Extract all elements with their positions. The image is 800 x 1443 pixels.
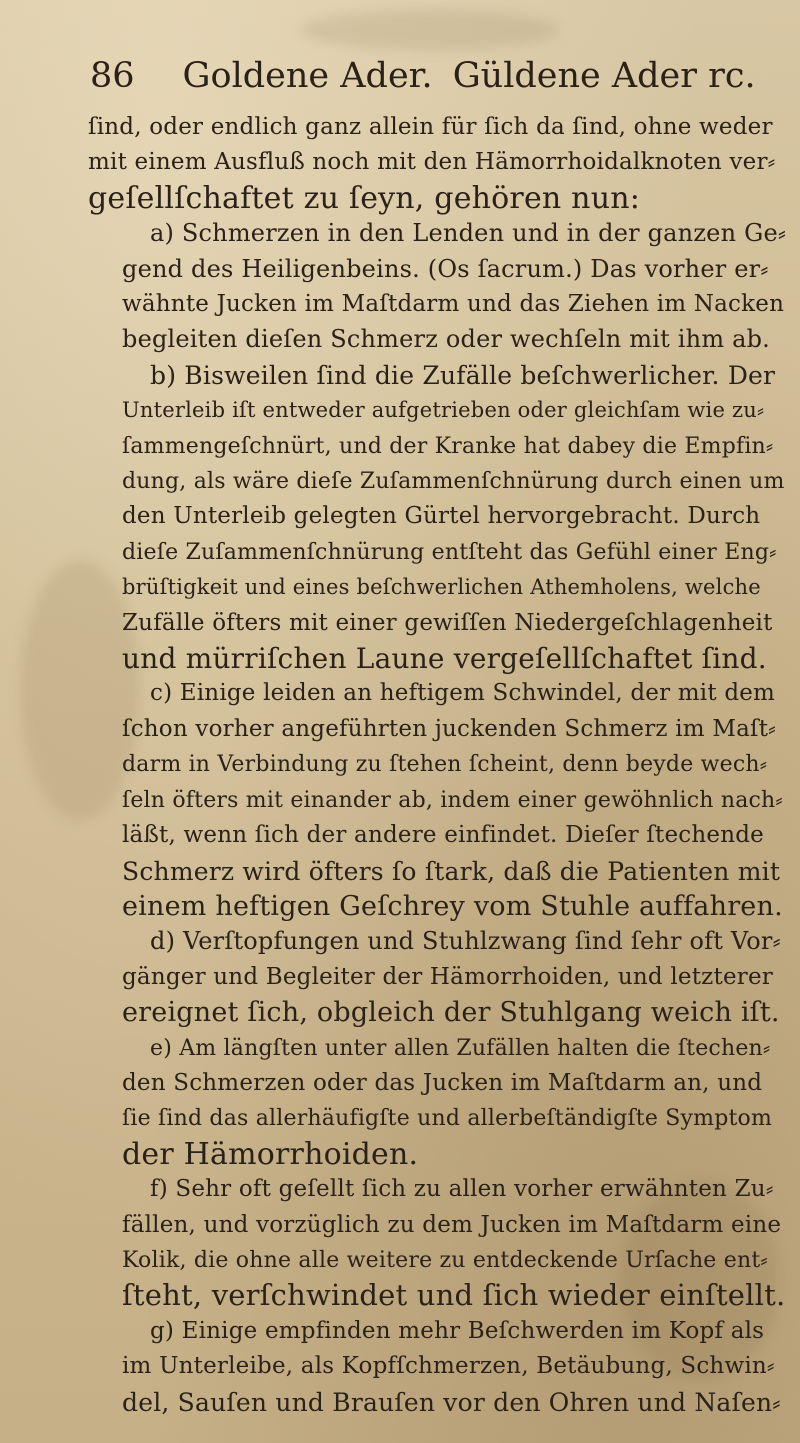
text-line: e) Am längſten unter allen Zufällen halten die ſtechen⸗ xyxy=(150,1036,771,1061)
text-line: ereignet ſich, obgleich der Stuhlgang weich iſt. xyxy=(122,997,780,1028)
text-line: a) Schmerzen in den Lenden und in der ganzen Ge⸗ xyxy=(150,219,787,247)
text-line: mit einem Ausfluß noch mit den Hämorrhoidalknoten ver⸗ xyxy=(88,149,776,175)
text-line: dieſe Zuſammenſchnürung entſteht das Gefühl einer Eng⸗ xyxy=(122,540,777,565)
text-line: ſammengeſchnürt, und der Kranke hat dabey die Empfin⸗ xyxy=(122,434,774,459)
text-line: Schmerz wird öfters ſo ſtark, daß die Patienten mit xyxy=(122,857,781,886)
text-line: fällen, und vorzüglich zu dem Jucken im Maſtdarm eine xyxy=(122,1212,782,1238)
text-line: ſteht, verſchwindet und ſich wieder einſtellt. xyxy=(122,1278,786,1312)
running-title-right: Güldene Ader rc. xyxy=(452,56,756,96)
text-line: im Unterleibe, als Kopfſchmerzen, Betäubung, Schwin⸗ xyxy=(122,1353,775,1379)
text-line: geſellſchaftet zu ſeyn, gehören nun: xyxy=(88,181,641,216)
text-line: g) Einige empfinden mehr Beſchwerden im Kopf als xyxy=(150,1318,765,1344)
text-line: c) Einige leiden an heftigem Schwindel, der mit dem xyxy=(150,680,776,706)
text-line: wähnte Jucken im Maſtdarm und das Ziehen im Nacken xyxy=(122,291,785,317)
text-line: läßt, wenn ſich der andere einfindet. Dieſer ſtechende xyxy=(122,822,764,848)
running-title-left: Goldene Ader. xyxy=(182,56,433,96)
text-line: ſind, oder endlich ganz allein für ſich da ſind, ohne weder xyxy=(88,114,773,140)
text-line: d) Verſtopfungen und Stuhlzwang ſind ſehr oft Vor⸗ xyxy=(150,927,781,955)
text-line: Zufälle öfters mit einer gewiſſen Niedergeſchlagenheit xyxy=(122,610,773,636)
text-line: darm in Verbindung zu ſtehen ſcheint, denn beyde wech⸗ xyxy=(122,752,768,777)
text-line: del, Sauſen und Brauſen vor den Ohren und Naſen⸗ xyxy=(122,1388,781,1417)
page-header xyxy=(90,48,770,104)
text-line: einem heftigen Geſchrey vom Stuhle auffahren. xyxy=(122,891,783,922)
text-line: b) Bisweilen ſind die Zufälle beſchwerlicher. Der xyxy=(150,361,776,390)
text-line: gänger und Begleiter der Hämorrhoiden, und letzterer xyxy=(122,964,773,990)
text-line: ſchon vorher angeführten juckenden Schmerz im Maſt⸗ xyxy=(122,716,777,742)
text-line: den Schmerzen oder das Jucken im Maſtdarm an, und xyxy=(122,1070,763,1096)
text-line: brüſtigkeit und eines beſchwerlichen Athemholens, welche xyxy=(122,575,761,599)
text-line: gend des Heiligenbeins. (Os ſacrum.) Das vorher er⸗ xyxy=(122,255,769,283)
text-line: begleiten dieſen Schmerz oder wechſeln mit ihm ab. xyxy=(122,325,771,353)
text-line: Unterleib iſt entweder aufgetrieben oder gleichſam wie zu⸗ xyxy=(122,398,765,422)
page-number: 86 xyxy=(90,56,135,96)
paper-stain xyxy=(300,10,560,50)
text-line: der Hämorrhoiden. xyxy=(122,1137,419,1172)
text-line: Kolik, die ohne alle weitere zu entdeckende Urſache ent⸗ xyxy=(122,1248,768,1273)
text-line: f) Sehr oft geſellt ſich zu allen vorher erwähnten Zu⸗ xyxy=(150,1176,774,1202)
text-line: ſeln öfters mit einander ab, indem einer gewöhnlich nach⸗ xyxy=(122,788,783,813)
text-line: ſie ſind das allerhäufigſte und allerbeſtändigſte Symptom xyxy=(122,1106,773,1131)
text-line: und mürriſchen Laune vergeſellſchaftet ſind. xyxy=(122,642,767,675)
text-line: den Unterleib gelegten Gürtel hervorgebracht. Durch xyxy=(122,503,761,529)
text-line: dung, als wäre dieſe Zuſammenſchnürung durch einen um xyxy=(122,469,785,494)
